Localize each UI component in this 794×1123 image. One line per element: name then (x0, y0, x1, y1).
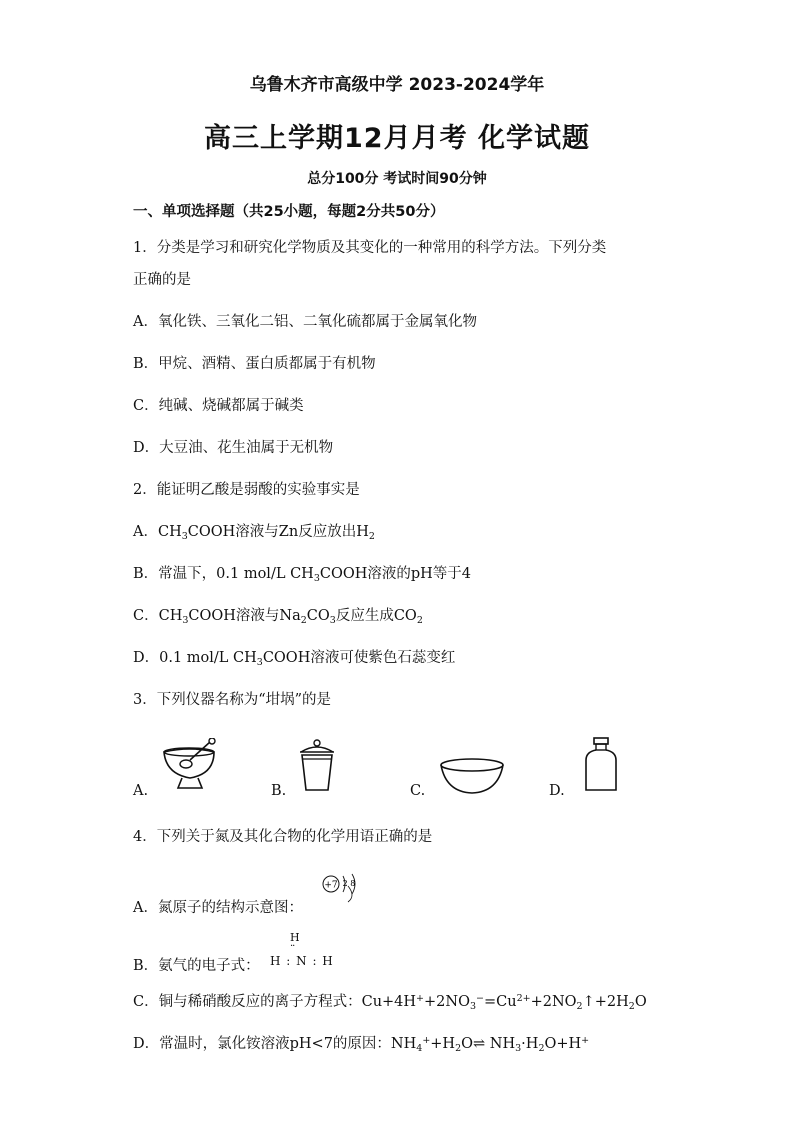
section-heading: 一、单项选择题（共25小题，每题2分共50分） (133, 204, 445, 220)
q2-option-c: C．$CH_3COOH$溶液与$Na_2CO_3$反应生成$CO_2$ (133, 608, 423, 626)
q4-option-b: B．氨气的电子式： (133, 958, 260, 974)
q1-stem-line1: 1．分类是学习和研究化学物质及其变化的一种常用的科学方法。下列分类 (133, 240, 607, 256)
q2-stem: 2．能证明乙酸是弱酸的实验事实是 (133, 482, 360, 498)
q3-label-b: B. (271, 783, 287, 799)
mortar-pestle-icon (160, 738, 220, 792)
q4-option-c: C．铜与稀硝酸反应的离子方程式：$Cu+4H^++2NO_3^-=Cu^{2+}+2NO_2↑+2H_2O$ (133, 993, 647, 1012)
crucible-with-lid-icon (298, 738, 336, 794)
q3-stem: 3．下列仪器名称为“坩埚”的是 (133, 692, 332, 708)
ammonia-h-top: H (290, 931, 300, 944)
exam-subtitle: 总分100分 考试时间90分钟 (307, 171, 487, 187)
school-year-heading: 乌鲁木齐市高级中学 2023-2024学年 (249, 75, 545, 95)
q3-label-a: A. (133, 783, 149, 799)
exam-title: 高三上学期12月月考 化学试题 (204, 123, 590, 154)
q2-option-d: D．0.1 mol/L $CH_3COOH$溶液可使紫色石蕊变红 (133, 650, 456, 668)
q2-option-a: A．$CH_3COOH$溶液与Zn反应放出$H_2$ (133, 524, 375, 542)
equilibrium-arrow-icon: ⇌ (473, 1036, 486, 1052)
q3-label-c: C. (410, 783, 426, 799)
reagent-bottle-icon (582, 736, 620, 794)
q1-option-d: D．大豆油、花生油属于无机物 (133, 440, 334, 456)
ammonia-lone-pair: ·· (290, 941, 295, 952)
q3-label-d: D. (549, 783, 565, 799)
q4-option-a: A．氮原子的结构示意图： (133, 900, 303, 916)
svg-text:+7: +7 (324, 880, 338, 891)
q1-stem-line2: 正确的是 (133, 272, 191, 288)
evaporating-dish-icon (438, 756, 506, 796)
ammonia-electron-formula: H : N : H (270, 954, 334, 968)
q4-stem: 4．下列关于氮及其化合物的化学用语正确的是 (133, 829, 433, 845)
q1-option-a: A．氧化铁、三氧化二铝、二氧化硫都属于金属氧化物 (133, 314, 477, 330)
nitrogen-atom-structure-diagram (318, 870, 368, 904)
q1-option-b: B．甲烷、酒精、蛋白质都属于有机物 (133, 356, 376, 372)
q1-option-c: C．纯碱、烧碱都属于碱类 (133, 398, 304, 414)
svg-text:2 8: 2 8 (342, 879, 356, 888)
q2-option-b: B．常温下，0.1 mol/L $CH_3COOH$溶液的pH等于4 (133, 566, 472, 584)
q4-option-d: D．常温时，氯化铵溶液pH<7的原因：$NH_4^++H_2O\rightleftharpoons$ $NH_3\cdot H_2O+H^+$ (133, 1035, 590, 1054)
